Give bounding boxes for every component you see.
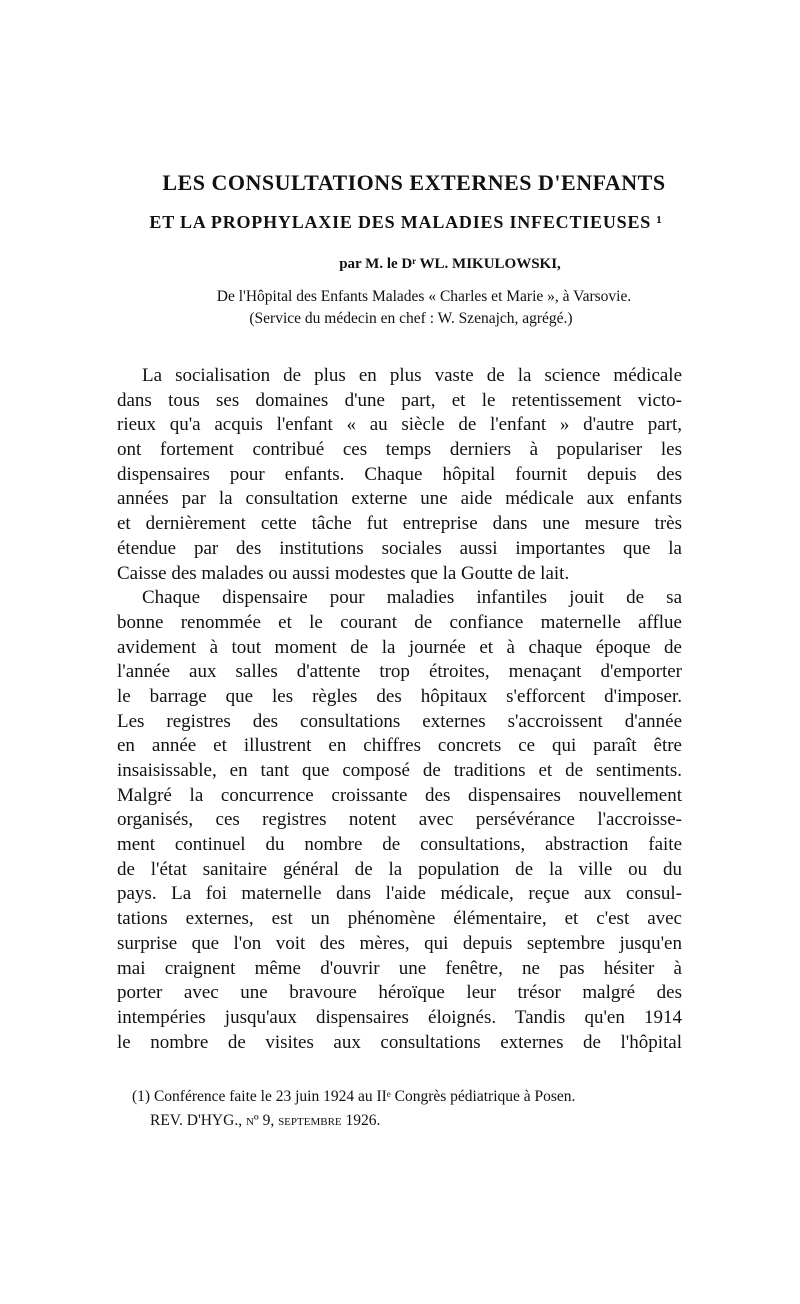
- body-line: ment continuel du nombre de consultations, abstraction faite: [117, 834, 682, 856]
- body-text: [117, 364, 682, 1055]
- affiliation-line-2: (Service du médecin en chef : W. Szenajch, agrégé.): [249, 310, 573, 327]
- body-line: le barrage que les règles des hôpitaux s'efforcent d'imposer.: [117, 685, 682, 707]
- body-line: La socialisation de plus en plus vaste de la science médicale: [142, 365, 682, 386]
- body-line: Caisse des malades ou aussi modestes que la Goutte de lait.: [117, 562, 570, 584]
- author-line: par M. le Dʳ WL. MIKULOWSKI,: [339, 256, 561, 272]
- body-line: rieux qu'a acquis l'enfant « au siècle de l'enfant » d'autre part,: [117, 414, 682, 436]
- body-line: organisés, ces registres notent avec persévérance l'accroisse-: [117, 809, 682, 831]
- body-line: de l'état sanitaire général de la population de la ville ou du: [117, 858, 682, 880]
- body-line: avidement à tout moment de la journée et à chaque époque de: [117, 636, 682, 658]
- article-title-line-2: ET LA PROPHYLAXIE DES MALADIES INFECTIEUSES ¹: [149, 212, 663, 232]
- journal-reference: REV. D'HYG., nº 9, septembre 1926.: [150, 1112, 381, 1129]
- body-line: Les registres des consultations externes s'accroissent d'année: [117, 710, 682, 732]
- body-line: pays. La foi maternelle dans l'aide médicale, reçue aux consul-: [117, 883, 682, 905]
- body-line: en année et illustrent en chiffres concrets ce qui paraît être: [117, 735, 682, 757]
- article-title-line-1: LES CONSULTATIONS EXTERNES D'ENFANTS: [162, 170, 666, 195]
- body-line: porter avec une bravoure héroïque leur trésor malgré des: [117, 982, 682, 1004]
- body-line: et dernièrement cette tâche fut entreprise dans une mesure très: [117, 513, 682, 535]
- body-line: dispensaires pour enfants. Chaque hôpital fournit depuis des: [117, 463, 682, 485]
- body-line: Malgré la concurrence croissante des dispensaires nouvellement: [117, 784, 682, 806]
- affiliation-line-1: De l'Hôpital des Enfants Malades « Charles et Marie », à Varsovie.: [216, 288, 632, 305]
- body-line: étendue par des institutions sociales aussi importantes que la: [117, 537, 682, 559]
- body-line: intempéries jusqu'aux dispensaires éloignés. Tandis qu'en 1914: [117, 1006, 682, 1028]
- body-line: ont fortement contribué ces temps derniers à populariser les: [117, 439, 682, 461]
- body-line: années par la consultation externe une aide médicale aux enfants: [117, 488, 682, 510]
- body-line: surprise que l'on voit des mères, qui depuis septembre jusqu'en: [117, 932, 682, 954]
- body-line: mai craignent même d'ouvrir une fenêtre, ne pas hésiter à: [117, 957, 682, 979]
- body-line: tations externes, est un phénomène élémentaire, et c'est avec: [117, 908, 682, 930]
- body-line: dans tous ses domaines d'une part, et le retentissement victo-: [117, 389, 682, 411]
- body-line: le nombre de visites aux consultations externes de l'hôpital: [117, 1031, 682, 1053]
- body-line: insaisissable, en tant que composé de traditions et de sentiments.: [117, 760, 682, 781]
- body-line: l'année aux salles d'attente trop étroites, menaçant d'emporter: [117, 661, 682, 683]
- footnote-1: (1) Conférence faite le 23 juin 1924 au IIᵉ Congrès pédiatrique à Posen.: [132, 1088, 576, 1105]
- body-line: Chaque dispensaire pour maladies infantiles jouit de sa: [142, 587, 682, 609]
- body-line: bonne renommée et le courant de confiance maternelle afflue: [117, 611, 682, 633]
